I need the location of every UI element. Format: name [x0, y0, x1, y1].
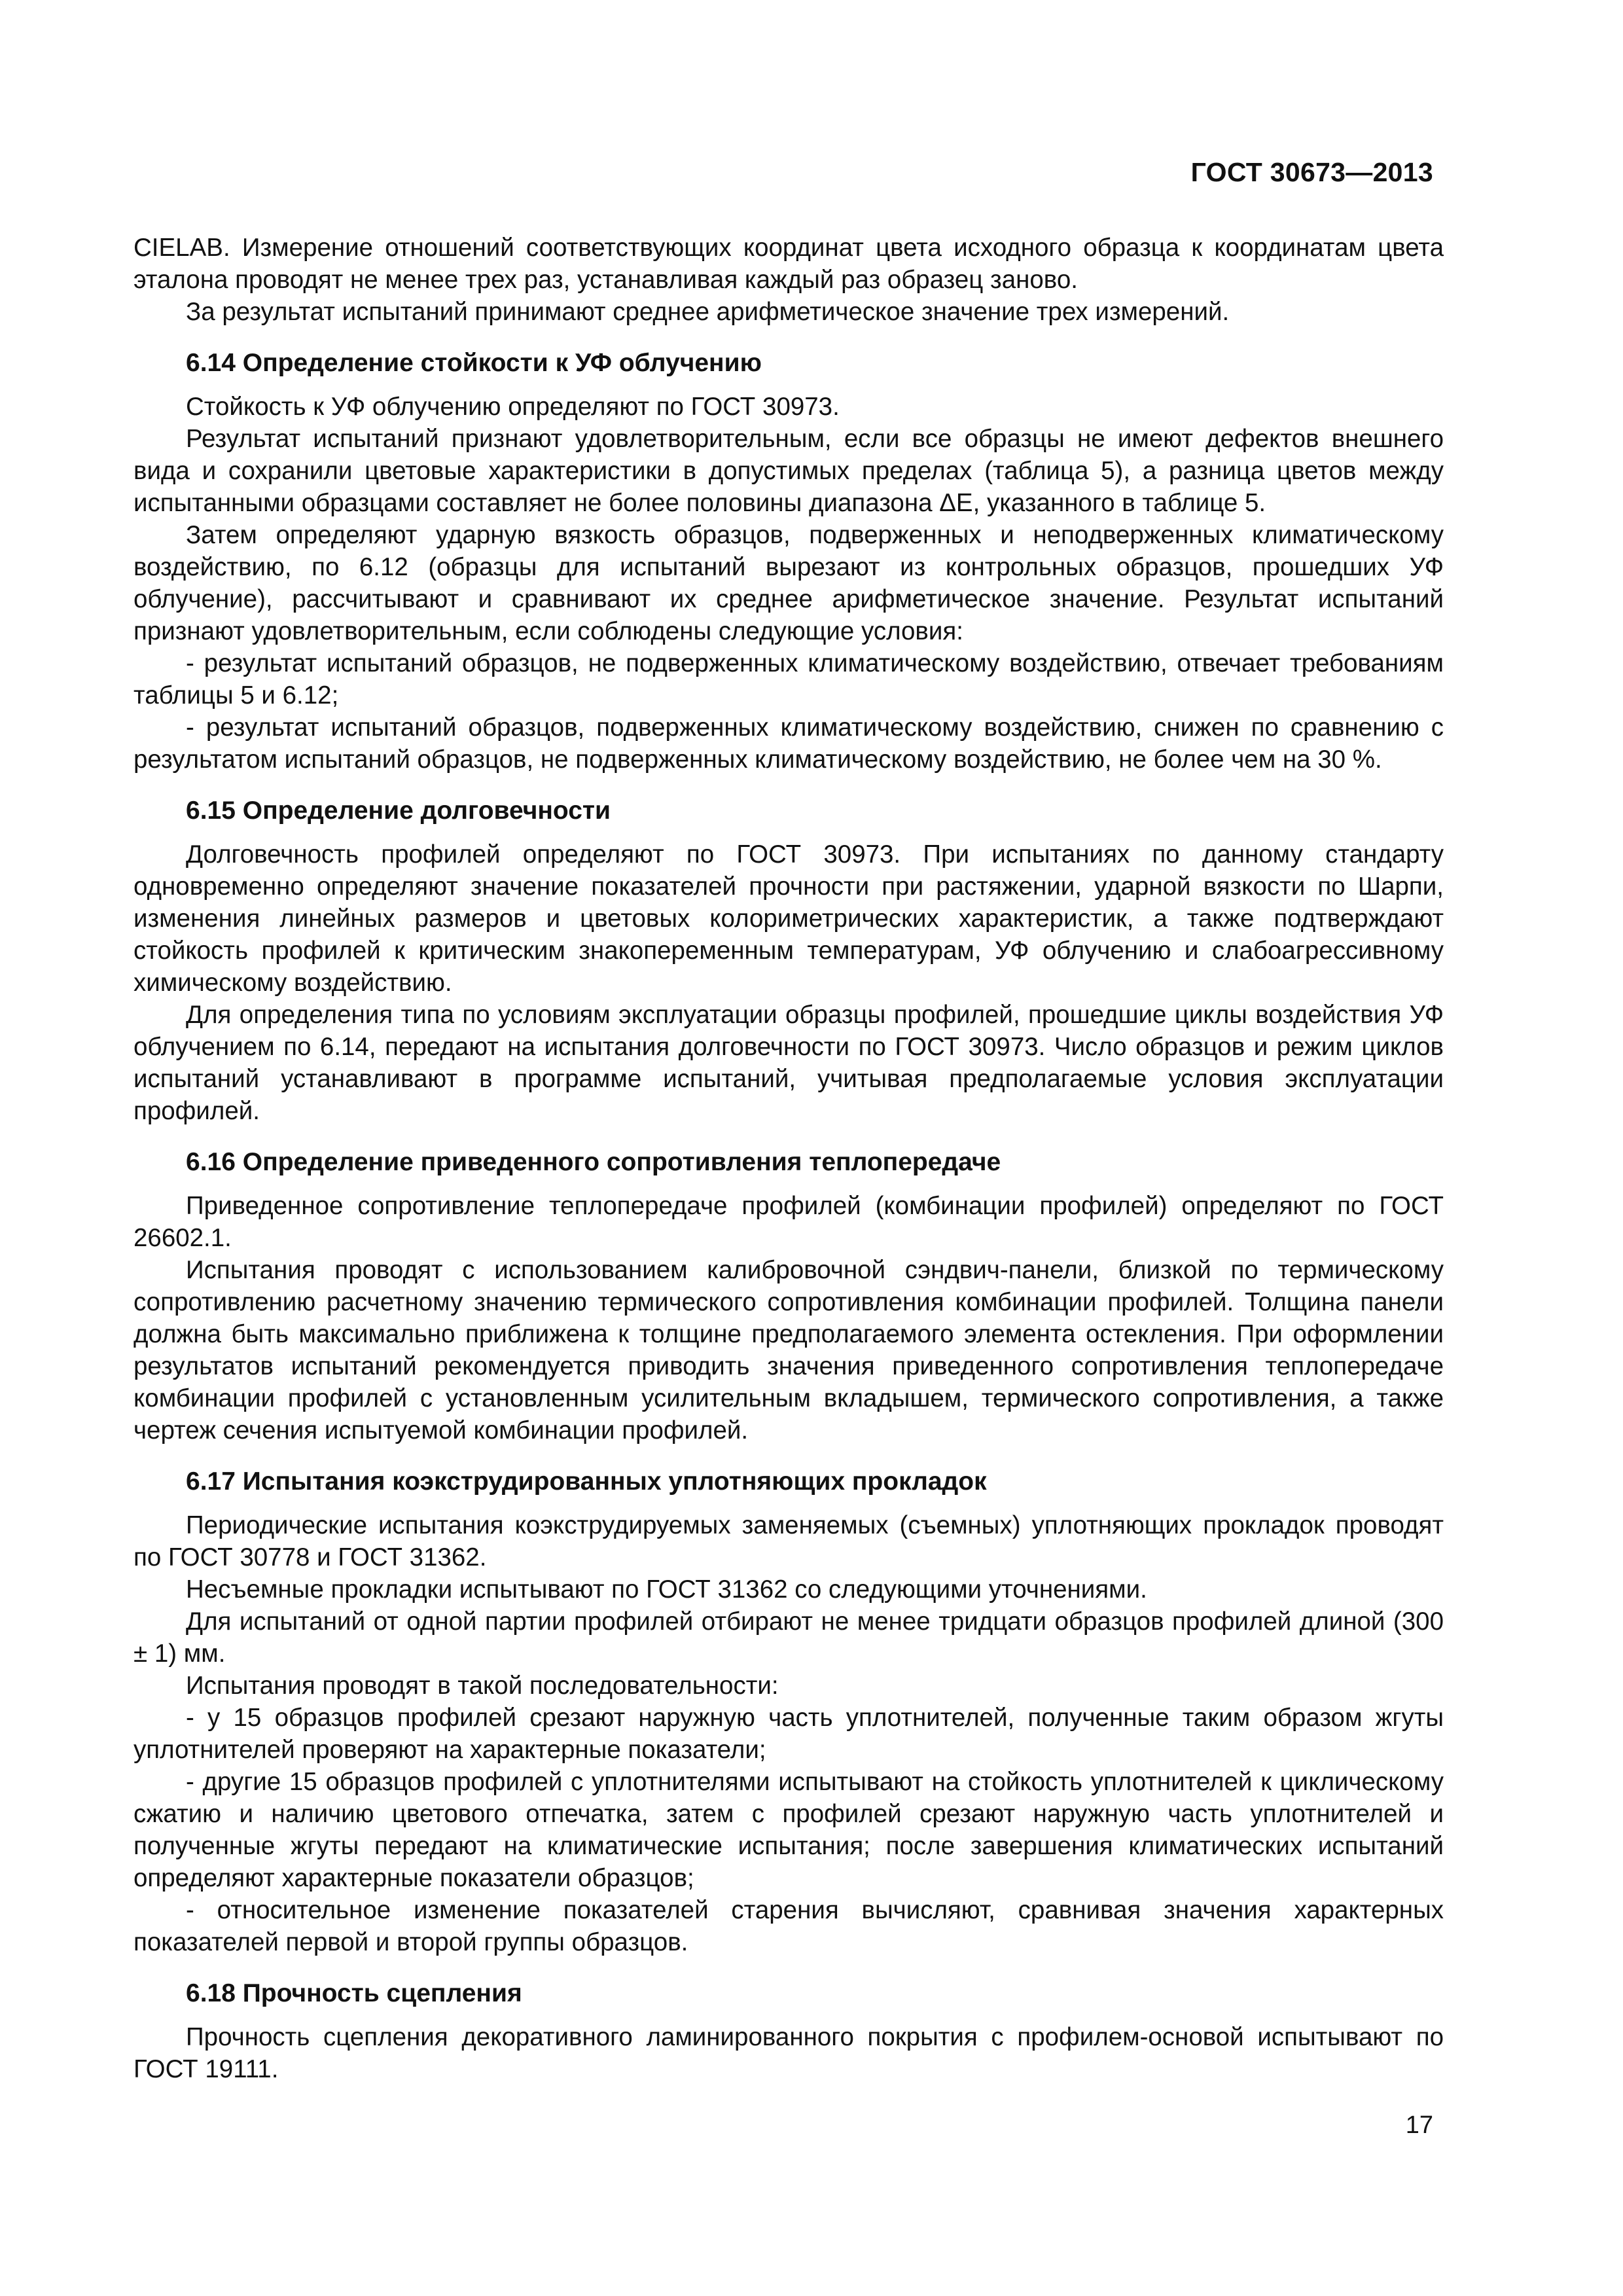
- page-number: 17: [1405, 2111, 1433, 2139]
- paragraph: Испытания проводят с использованием калибровочной сэндвич-панели, близкой по термическому сопротивлению расчетному значению термического сопротивления комбинации профилей. Толщина панели должна быть максимально приближена к толщине предполагаемого элемента остекления. При оформлении результатов испытаний рекомендуется приводить значения приведенного сопротивления теплопередаче комбинации профилей с установленным усилительным вкладышем, термического сопротивления, а также чертеж сечения испытуемой комбинации профилей.: [134, 1256, 1444, 1444]
- paragraph: Стойкость к УФ облучению определяют по ГОСТ 30973.: [186, 393, 840, 421]
- paragraph: Результат испытаний признают удовлетворительным, если все образцы не имеют дефектов внешнего вида и сохранили цветовые характеристики в допустимых пределах (таблица 5), а разница цветов между испытанными образцами составляет не более половины диапазона ΔE, указанного в таблице 5.: [134, 425, 1444, 517]
- paragraph: Испытания проводят в такой последовательности:: [186, 1672, 779, 1700]
- list-item: - результат испытаний образцов, подверженных климатическому воздействию, снижен по сравнению с результатом испытаний образцов, не подверженных климатическому воздействию, не более чем на 30 %.: [134, 713, 1444, 774]
- paragraph: Затем определяют ударную вязкость образцов, подверженных и неподверженных климатическому воздействию, по 6.12 (образцы для испытаний вырезают из контрольных образцов, прошедших УФ облучение), рассчитывают и сравнивают их среднее арифметическое значение. Результат испытаний признают удовлетворительным, если соблюдены следующие условия:: [134, 521, 1444, 645]
- section-heading-6-17: 6.17 Испытания коэкструдированных уплотняющих прокладок: [186, 1467, 987, 1496]
- list-item: - относительное изменение показателей старения вычисляют, сравнивая значения характерных показателей первой и второй группы образцов.: [134, 1896, 1444, 1956]
- paragraph: Прочность сцепления декоративного ламинированного покрытия с профилем-основой испытывают по ГОСТ 19111.: [134, 2023, 1444, 2083]
- paragraph: CIELAB. Измерение отношений соответствующих координат цвета исходного образца к координатам цвета эталона проводят не менее трех раз, устанавливая каждый раз образец заново.: [134, 234, 1444, 294]
- section-heading-6-14: 6.14 Определение стойкости к УФ облучению: [186, 349, 762, 377]
- paragraph: Периодические испытания коэкструдируемых заменяемых (съемных) уплотняющих прокладок проводят по ГОСТ 30778 и ГОСТ 31362.: [134, 1511, 1444, 1571]
- section-heading-6-18: 6.18 Прочность сцепления: [186, 1979, 522, 2007]
- paragraph: Для определения типа по условиям эксплуатации образцы профилей, прошедшие циклы воздействия УФ облучением по 6.14, передают на испытания долговечности по ГОСТ 30973. Число образцов и режим циклов испытаний устанавливают в программе испытаний, учитывая предполагаемые условия эксплуатации профилей.: [134, 1001, 1444, 1125]
- paragraph: Долговечность профилей определяют по ГОСТ 30973. При испытаниях по данному стандарту одновременно определяют значение показателей прочности при растяжении, ударной вязкости по Шарпи, изменения линейных размеров и цветовых колориметрических характеристик, а также подтверждают стойкость профилей к критическим знакопеременным температурам, УФ облучению и слабоагрессивному химическому воздействию.: [134, 840, 1444, 997]
- section-heading-6-16: 6.16 Определение приведенного сопротивления теплопередаче: [186, 1148, 1001, 1176]
- paragraph: Приведенное сопротивление теплопередаче профилей (комбинации профилей) определяют по ГОСТ 26602.1.: [134, 1192, 1444, 1252]
- paragraph: За результат испытаний принимают среднее арифметическое значение трех измерений.: [186, 298, 1230, 326]
- paragraph: Несъемные прокладки испытывают по ГОСТ 31362 со следующими уточнениями.: [186, 1575, 1147, 1604]
- list-item: - результат испытаний образцов, не подверженных климатическому воздействию, отвечает требованиям таблицы 5 и 6.12;: [134, 649, 1444, 709]
- paragraph: Для испытаний от одной партии профилей отбирают не менее тридцати образцов профилей длиной (300 ± 1) мм.: [134, 1607, 1444, 1668]
- list-item: - у 15 образцов профилей срезают наружную часть уплотнителей, полученные таким образом жгуты уплотнителей проверяют на характерные показатели;: [134, 1704, 1444, 1764]
- section-heading-6-15: 6.15 Определение долговечности: [186, 797, 611, 825]
- document-header: ГОСТ 30673—2013: [1190, 157, 1433, 187]
- list-item: - другие 15 образцов профилей с уплотнителями испытывают на стойкость уплотнителей к циклическому сжатию и наличию цветового отпечатка, затем с профилей срезают наружную часть уплотнителей и полученные жгуты передают на климатические испытания; после завершения климатических испытаний определяют характерные показатели образцов;: [134, 1768, 1444, 1892]
- document-body: [134, 232, 1444, 2085]
